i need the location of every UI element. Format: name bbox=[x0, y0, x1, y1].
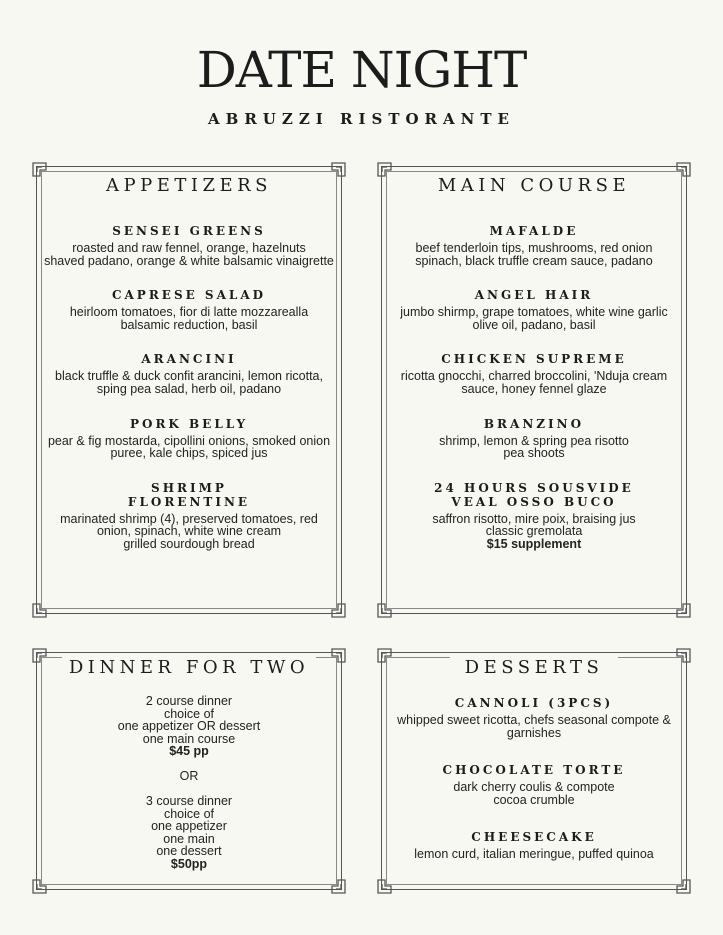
menu-item bbox=[32, 288, 346, 331]
supplement-price: $15 supplement bbox=[486, 536, 582, 551]
item-description: dark cherry coulis & compote cocoa crumble bbox=[453, 780, 615, 807]
dinner-for-two-details bbox=[32, 695, 346, 870]
menu-item bbox=[377, 288, 691, 331]
item-description: shrimp, lemon & spring pea risotto pea shoots bbox=[439, 433, 629, 461]
ornament-corner-icon bbox=[324, 596, 346, 618]
item-description: heirloom tomatoes, fior di latte mozzarealla balsamic reduction, basil bbox=[69, 305, 309, 332]
item-description: black truffle & duck confit arancini, lemon ricotta, sping pea salad, herb oil, padano bbox=[55, 369, 323, 396]
item-name: SHRIMP FLORENTINE bbox=[127, 480, 251, 509]
offer-line: choice of bbox=[163, 806, 215, 821]
desserts-panel bbox=[377, 648, 691, 894]
appetizers-panel bbox=[32, 162, 346, 618]
menu-item bbox=[377, 696, 691, 739]
offer-line: 3 course dinner bbox=[145, 794, 233, 808]
ornament-corner-icon bbox=[377, 648, 399, 670]
ornament-corner-icon bbox=[669, 648, 691, 670]
desserts-heading: DESSERTS bbox=[450, 656, 618, 680]
ornament-corner-icon bbox=[669, 162, 691, 184]
ornament-corner-icon bbox=[377, 596, 399, 618]
offer-line: one appetizer bbox=[151, 819, 227, 833]
item-name: BRANZINO bbox=[483, 416, 585, 431]
menu-item bbox=[377, 417, 691, 460]
item-description: jumbo shirmp, grape tomatoes, white wine garlic olive oil, padano, basil bbox=[400, 305, 668, 332]
ornament-corner-icon bbox=[324, 162, 346, 184]
menu-item bbox=[377, 830, 691, 861]
item-description: beef tenderloin tips, mushrooms, red onion spinach, black truffle cream sauce, padano bbox=[415, 241, 653, 268]
item-description: saffron risotto, mire poix, braising jus classic gremolata bbox=[432, 511, 636, 539]
item-name: CHEESECAKE bbox=[471, 830, 597, 845]
item-description: ricotta gnocchi, charred broccolini, 'Nduja cream sauce, honey fennel glaze bbox=[400, 369, 668, 396]
item-name: MAFALDE bbox=[489, 224, 579, 238]
menu-item bbox=[377, 224, 691, 267]
item-name: ARANCINI bbox=[141, 352, 237, 367]
offer-line: OR bbox=[179, 769, 199, 783]
offer-line: one main course bbox=[142, 731, 236, 746]
desserts-list bbox=[377, 696, 691, 882]
menu-item bbox=[32, 417, 346, 460]
item-name: ANGEL HAIR bbox=[474, 288, 594, 303]
offer-line: one main bbox=[163, 831, 215, 846]
item-description: pear & fig mostarda, cipollini onions, smoked onion puree, kale chips, spiced jus bbox=[47, 433, 331, 461]
ornament-corner-icon bbox=[32, 162, 54, 184]
menu-item bbox=[377, 763, 691, 806]
dinner-for-two-panel bbox=[32, 648, 346, 894]
item-name: 24 HOURS SOUSVIDE VEAL OSSO BUCO bbox=[434, 480, 634, 509]
ornament-corner-icon bbox=[32, 648, 54, 670]
offer-price: $45 pp bbox=[169, 744, 209, 758]
main-course-heading: MAIN COURSE bbox=[422, 174, 646, 198]
menu-item bbox=[32, 481, 346, 551]
menu-item bbox=[377, 352, 691, 395]
main-course-panel bbox=[377, 162, 691, 618]
item-name: CANNOLI (3PCS) bbox=[454, 696, 614, 710]
offer-line: one dessert bbox=[156, 844, 222, 858]
appetizers-list bbox=[32, 224, 346, 572]
ornament-corner-icon bbox=[324, 648, 346, 670]
item-description: lemon curd, italian meringue, puffed quinoa bbox=[414, 847, 654, 862]
item-name: CHICKEN SUPREME bbox=[441, 352, 627, 367]
item-description: whipped sweet ricotta, chefs seasonal compote & garnishes bbox=[397, 713, 671, 740]
restaurant-name: ABRUZZI RISTORANTE bbox=[208, 110, 515, 128]
item-name: CAPRESE SALAD bbox=[111, 288, 267, 303]
main-course-list bbox=[377, 224, 691, 572]
item-name: PORK BELLY bbox=[129, 416, 249, 431]
ornament-corner-icon bbox=[669, 596, 691, 618]
menu-title: DATE NIGHT bbox=[196, 41, 527, 99]
ornament-corner-icon bbox=[32, 596, 54, 618]
ornament-corner-icon bbox=[377, 162, 399, 184]
ornament-corner-icon bbox=[32, 872, 54, 894]
appetizers-heading: APPETIZERS bbox=[91, 174, 287, 198]
offer-line: choice of bbox=[163, 706, 215, 721]
offer-price: $50pp bbox=[170, 856, 208, 871]
menu-item bbox=[32, 224, 346, 267]
offer-line: one appetizer OR dessert bbox=[117, 719, 261, 733]
ornament-corner-icon bbox=[324, 872, 346, 894]
item-description: roasted and raw fennel, orange, hazelnuts shaved padano, orange & white balsamic vinaigrette bbox=[44, 241, 334, 268]
offer-line: 2 course dinner bbox=[145, 694, 233, 708]
dinner-for-two-heading: DINNER FOR TWO bbox=[62, 656, 316, 680]
item-description: marinated shrimp (4), preserved tomatoes, red onion, spinach, white wine cream grilled sourdough bread bbox=[60, 511, 318, 551]
menu-item bbox=[32, 352, 346, 395]
item-name: SENSEI GREENS bbox=[112, 224, 266, 238]
item-name: CHOCOLATE TORTE bbox=[442, 763, 626, 778]
menu-item bbox=[377, 481, 691, 551]
